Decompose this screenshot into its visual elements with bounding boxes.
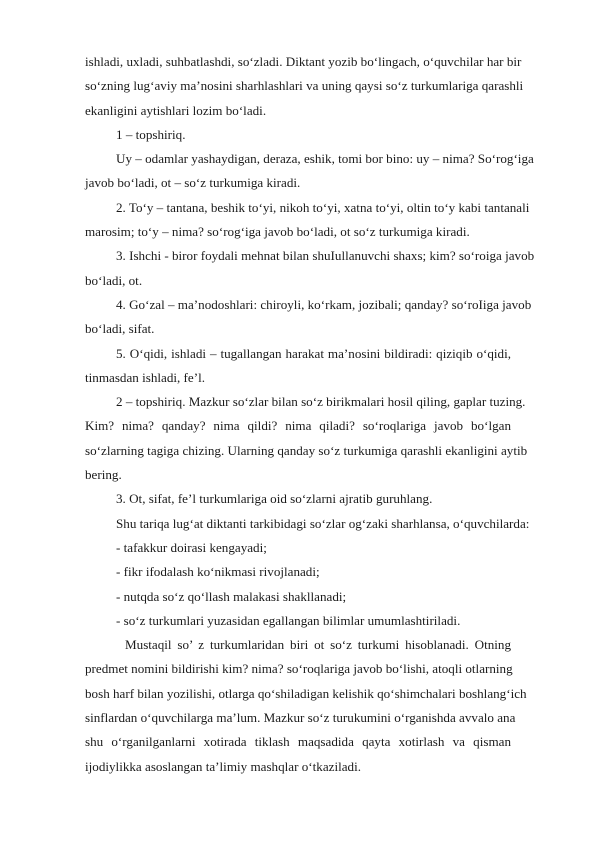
text-line: Shu tariqa lug‘at diktanti tarkibidagi so‘zlar og‘zaki sharhlansa, o‘quvchilarda: [116,515,530,531]
text-line: bering. [85,467,122,483]
text-line: 2 – topshiriq. Mazkur so‘zlar bilan so‘z birikmalari hosil qiling, gaplar tuzing. [116,394,526,410]
text-line: bosh harf bilan yozilishi, otlarga qo‘shiladigan kelishik qo‘shimchalari boshlang‘ich [85,685,527,701]
text-line: tinmasdan ishladi, fe’l. [85,369,205,385]
text-line: - so‘z turkumlari yuzasidan egallangan bilimlar umumlashtiriladi. [116,612,461,628]
text-line: Mustaqil so’ z turkumlaridan biri ot so‘z turkumi hisoblanadi. Otning [125,637,511,653]
text-line: - tafakkur doirasi kengayadi; [116,539,267,555]
text-line: sinflardan o‘quvchilarga ma’lum. Mazkur so‘z turukumini o‘rganishda avvalo ana [85,710,516,726]
text-line: 3. Ot, sifat, fe’l turkumlariga oid so‘zlarni ajratib guruhlang. [116,491,433,507]
text-line: ijodiylikka asoslangan ta’limiy mashqlar o‘tkaziladi. [85,758,361,774]
text-line: so‘zning lug‘aviy ma’nosini sharhlashlari va uning qaysi so‘z turkumlariga qarashli [85,78,524,94]
text-line: 5. O‘qidi, ishladi – tugallangan harakat ma’nosini bildiradi: qiziqib o‘qidi, [116,345,511,361]
text-line: 3. Ishchi - biror foydali mehnat bilan shuIullanuvchi shaxs; kim? so‘roiga javob [116,248,535,264]
text-line: javob bo‘ladi, ot – so‘z turkumiga kiradi. [85,175,301,191]
text-line: - nutqda so‘z qo‘llash malakasi shakllanadi; [116,588,347,604]
text-line: 4. Go‘zal – ma’nodoshlari: chiroyli, ko‘rkam, jozibali; qanday? so‘roIiga javob [116,296,532,312]
text-line: marosim; to‘y – nima? so‘rog‘iga javob bo‘ladi, ot so‘z turkumiga kiradi. [85,224,470,240]
text-line: bo‘ladi, sifat. [85,321,155,337]
text-line: 2. To‘y – tantana, beshik to‘yi, nikoh to‘yi, xatna to‘yi, oltin to‘y kabi tantanali [116,199,530,215]
text-line: shu o‘rganilganlarni xotirada tiklash maqsadida qayta xotirlash va qisman [85,734,511,750]
text-line: Uy – odamlar yashaydigan, deraza, eshik, tomi bor bino: uy – nima? So‘rog‘iga [116,151,534,167]
text-line: Kim? nima? qanday? nima qildi? nima qiladi? so‘roqlariga javob bo‘lgan [85,418,511,434]
document-page [85,50,535,779]
text-line: ekanligini aytishlari lozim bo‘ladi. [85,102,267,118]
text-line: 1 – topshiriq. [116,126,186,142]
text-line: - fikr ifodalash ko‘nikmasi rivojlanadi; [116,564,320,580]
text-line: bo‘ladi, ot. [85,272,143,288]
text-line: so‘zlarning tagiga chizing. Ularning qanday so‘z turkumiga qarashli ekanligini aytib [85,442,528,458]
text-line: predmet nomini bildirishi kim? nima? so‘roqlariga javob bo‘lishi, atoqli otlarning [85,661,513,677]
text-line: ishladi, uxladi, suhbatlashdi, so‘zladi. Diktant yozib bo‘lingach, o‘quvchilar har bir [85,54,522,69]
